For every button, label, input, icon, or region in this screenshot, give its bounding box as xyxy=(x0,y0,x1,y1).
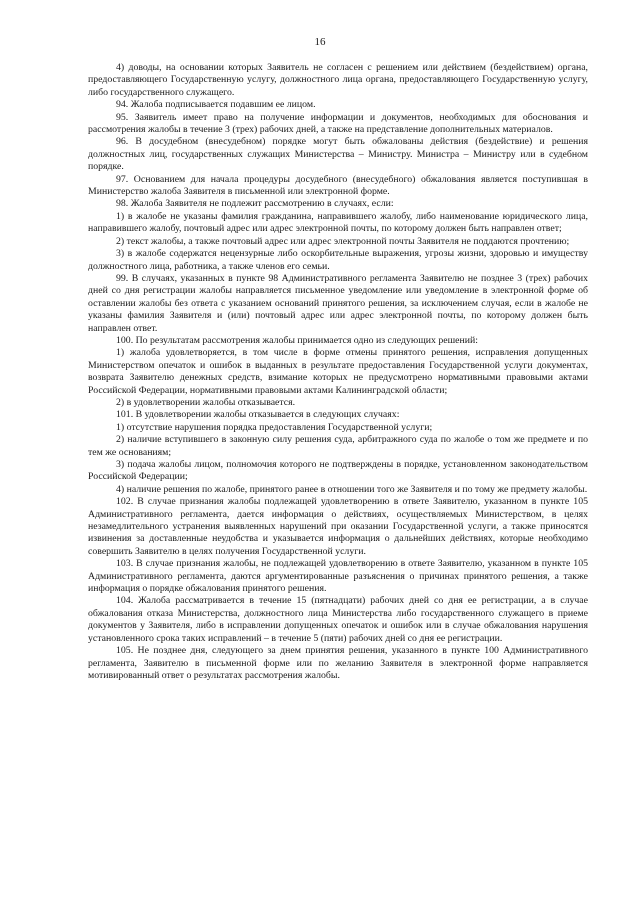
paragraph-99: 99. В случаях, указанных в пункте 98 Административного регламента Заявителю не позднее 3 (трех) рабочих дней со дня регистрации жалобы направляется письменное уведомление или уведомление в электронной форме об оставлении жалобы без ответа с указанием оснований принятого решения, за исключением случая, если в жалобе не указаны фамилия Заявителя и (или) почтовый адрес или адрес электронной почты, по которому должен быть направлен ответ. xyxy=(88,272,588,334)
paragraph-100: 100. По результатам рассмотрения жалобы принимается одно из следующих решений: xyxy=(116,334,478,346)
paragraph-101-item-2: 2) наличие вступившего в законную силу решения суда, арбитражного суда по жалобе о том же предмете и по тем же основаниям; xyxy=(88,434,588,458)
paragraph-98-item-1: 1) в жалобе не указаны фамилия гражданина, направившего жалобу, либо наименование юридического лица, направившего жалобу, почтовый адрес или адрес электронной почты, по которому должен быть направлен ответ; xyxy=(88,210,588,235)
paragraph-95: 95. Заявитель имеет право на получение информации и документов, необходимых для обоснования и рассмотрения жалобы в течение 3 (трех) рабочих дней, а также на представление дополнительных материалов. xyxy=(88,111,588,136)
paragraph-101-item-3: 3) подача жалобы лицом, полномочия которого не подтверждены в порядке, установленном законодательством Российской Федерации; xyxy=(88,459,588,483)
paragraph-96: 96. В досудебном (внесудебном) порядке могут быть обжалованы действия (бездействие) и решения должностных лиц, государственных служащих Министерства – Министру. Министра – Министру или в судебном порядке. xyxy=(88,136,588,173)
paragraph-104: 104. Жалоба рассматривается в течение 15 (пятнадцати) рабочих дней со дня ее регистрации, а в случае обжалования отказа Министерства, должностного лица Министерства либо государственного служащего в приеме документов у Заявителя, либо в исправлении допущенных опечаток и ошибок или в случае обжалования нарушения установленного срока таких исправлений – в течение 5 (пяти) рабочих дней со дня ее регистрации. xyxy=(88,595,588,644)
paragraph-98-item-2: 2) текст жалобы, а также почтовый адрес или адрес электронной почты Заявителя не поддаются прочтению; xyxy=(116,235,570,247)
paragraph-100-item-1: 1) жалоба удовлетворяется, в том числе в форме отмены принятого решения, исправления допущенных Министерством опечаток и ошибок в выданных в результате предоставления Государственной услуги документах, возврата Заявителю денежных средств, взимание которых не предусмотрено нормативными правовыми актами Российской Федерации, нормативными правовыми актами Калининградской области; xyxy=(88,347,588,396)
paragraph-105: 105. Не позднее дня, следующего за днем принятия решения, указанного в пункте 100 Административного регламента, Заявителю в письменной форме или по желанию Заявителя в электронной форме направляется мотивированный ответ о результатах рассмотрения жалобы. xyxy=(88,645,588,681)
paragraph-97: 97. Основанием для начала процедуры досудебного (внесудебного) обжалования является поступившая в Министерство жалоба Заявителя в письменной или электронной форме. xyxy=(88,173,588,198)
paragraph-101-item-4: 4) наличие решения по жалобе, принятого ранее в отношении того же Заявителя и по тому же предмету жалобы. xyxy=(116,483,588,495)
paragraph-102: 102. В случае признания жалобы подлежащей удовлетворению в ответе Заявителю, указанном в пункте 105 Административного регламента, дается информация о действиях, осуществляемых Министерством, в целях незамедлительного устранения выявленных нарушений при оказании Государственной услуги, а также приносятся извинения за доставленные неудобства и указывается информация о дальнейших действиях, которые необходимо совершить Заявителю в целях получения Государственной услуги. xyxy=(88,496,588,557)
paragraph-101: 101. В удовлетворении жалобы отказывается в следующих случаях: xyxy=(116,409,400,421)
page-number: 16 xyxy=(314,36,326,48)
paragraph-103: 103. В случае признания жалобы, не подлежащей удовлетворению в ответе Заявителю, указанном в пункте 105 Административного регламента, даются аргументированные разъяснения о причинах принятого решения, а также информация о порядке обжалования принятого решения. xyxy=(88,558,588,595)
paragraph-100-item-2: 2) в удовлетворении жалобы отказывается. xyxy=(116,396,296,408)
paragraph-101-item-1: 1) отсутствие нарушения порядка предоставления Государственной услуги; xyxy=(116,421,433,433)
paragraph-94: 94. Жалоба подписывается подавшим ее лицом. xyxy=(116,99,316,111)
document-body xyxy=(88,62,588,682)
paragraph-98: 98. Жалоба Заявителя не подлежит рассмотрению в случаях, если: xyxy=(116,198,394,210)
paragraph-98-item-3: 3) в жалобе содержатся нецензурные либо оскорбительные выражения, угрозы жизни, здоровью и имуществу должностного лица, работника, а также членов его семьи. xyxy=(88,248,588,272)
paragraph-item-4: 4) доводы, на основании которых Заявитель не согласен с решением или действием (бездействием) органа, предоставляющего Государственную услугу, должностного лица органа, предоставляющего Государственную услугу, либо государственного служащего. xyxy=(88,62,588,98)
